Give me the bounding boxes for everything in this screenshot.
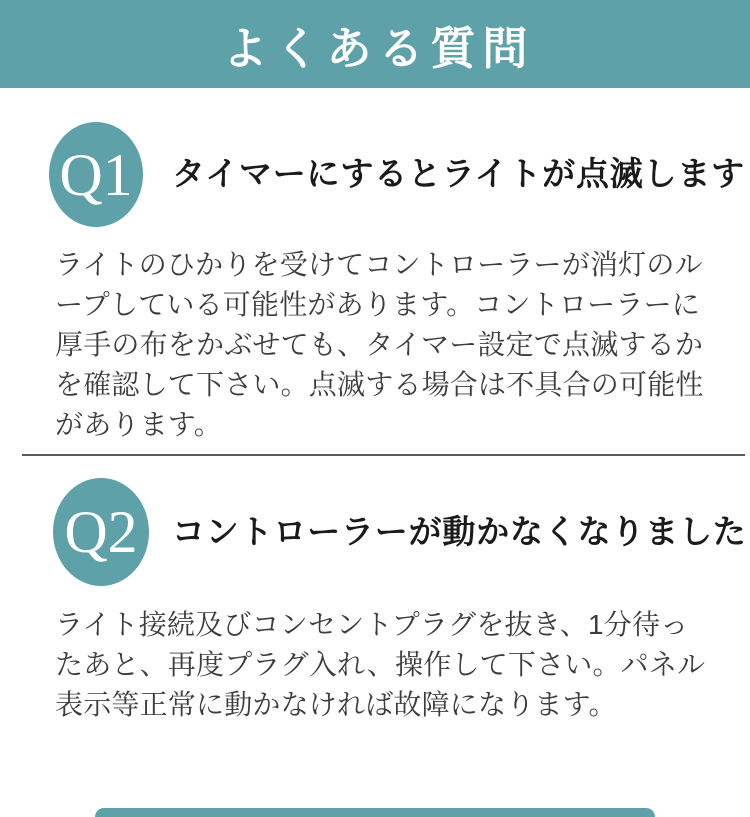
- page-title: よくある質問: [222, 22, 535, 74]
- q1-badge: [49, 122, 143, 227]
- answer-line: ープしている可能性があります。コントローラーに: [55, 289, 700, 320]
- q1-badge-label: Q1: [59, 141, 133, 208]
- answer-line: たあと、再度プラグ入れ、操作して下さい。パネル: [55, 649, 706, 680]
- header-banner: [0, 0, 750, 88]
- q2-badge: [53, 478, 149, 586]
- answer-line: ライト接続及びコンセントプラグを抜き、1分待っ: [55, 609, 689, 640]
- q2-badge-label: Q2: [64, 499, 138, 565]
- answer-line: を確認して下さい。点滅する場合は不具合の可能性: [55, 369, 704, 400]
- q1-question-title: タイマーにするとライトが点滅します: [172, 155, 745, 192]
- q1-answer-text: [55, 245, 704, 445]
- footer-banner: [95, 808, 655, 817]
- answer-line: ライトのひかりを受けてコントローラーが消灯のル: [55, 249, 703, 280]
- answer-line: 厚手の布をかぶせても、タイマー設定で点滅するか: [55, 329, 704, 360]
- q2-question-title: コントローラーが動かなくなりました: [172, 513, 747, 550]
- answer-line: 表示等正常に動かなければ故障になります。: [55, 689, 617, 720]
- answer-line: があります。: [55, 409, 222, 440]
- q2-answer-text: [55, 605, 705, 725]
- section-divider: [22, 454, 745, 456]
